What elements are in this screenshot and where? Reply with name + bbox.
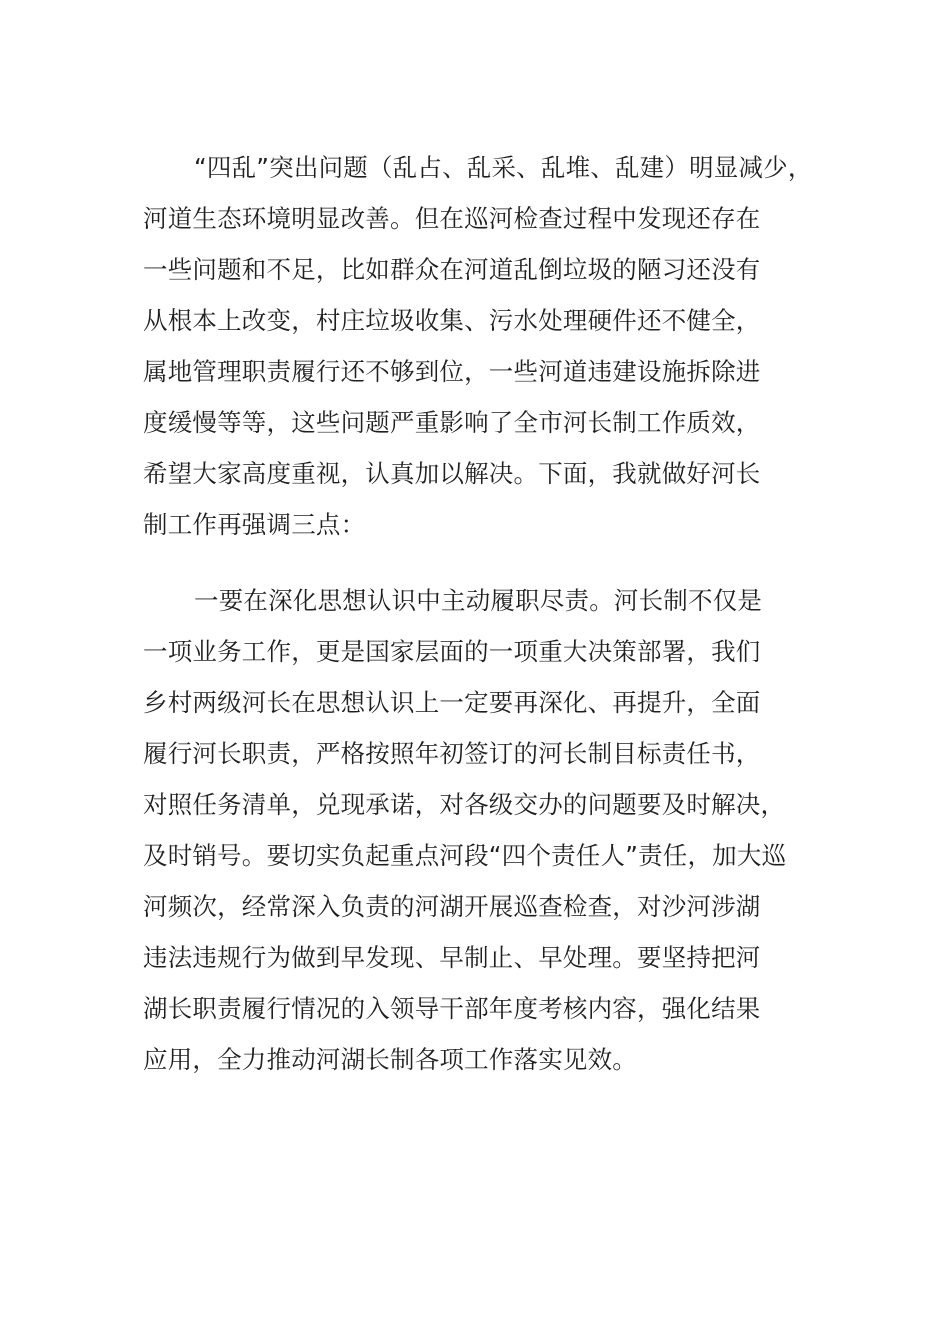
paragraph-2 — [143, 575, 823, 1085]
text-line: 制工作再强调三点： — [143, 510, 366, 539]
text-line: 应用，全力推动河湖长制各项工作落实见效。 — [143, 1045, 637, 1074]
text-line: 乡村两级河长在思想认识上一定要再深化、再提升，全面 — [143, 688, 761, 717]
text-line: 一些问题和不足，比如群众在河道乱倒垃圾的陋习还没有 — [143, 255, 761, 284]
text-line: 从根本上改变，村庄垃圾收集、污水处理硬件还不健全， — [143, 306, 761, 335]
text-line: 违法违规行为做到早发现、早制止、早处理。要坚持把河 — [143, 943, 761, 972]
text-line: 一项业务工作，更是国家层面的一项重大决策部署，我们 — [143, 637, 761, 666]
text-line: 履行河长职责，严格按照年初签订的河长制目标责任书， — [143, 739, 761, 768]
text-line: 度缓慢等等，这些问题严重影响了全市河长制工作质效， — [143, 408, 761, 437]
paragraph-1 — [143, 142, 823, 550]
text-line: 一要在深化思想认识中主动履职尽责。河长制不仅是 — [194, 586, 763, 615]
text-line: 希望大家高度重视，认真加以解决。下面，我就做好河长 — [143, 459, 761, 488]
text-line: “四乱”突出问题（乱占、乱采、乱堆、乱建）明显减少， — [194, 153, 813, 182]
text-line: 湖长职责履行情况的入领导干部年度考核内容，强化结果 — [143, 994, 761, 1023]
text-line: 河频次，经常深入负责的河湖开展巡查检查，对沙河涉湖 — [143, 892, 761, 921]
text-line: 河道生态环境明显改善。但在巡河检查过程中发现还存在 — [143, 204, 761, 233]
text-line: 对照任务清单，兑现承诺，对各级交办的问题要及时解决， — [143, 790, 786, 819]
text-line: 及时销号。要切实负起重点河段“四个责任人”责任，加大巡 — [143, 841, 787, 870]
text-line: 属地管理职责履行还不够到位，一些河道违建设施拆除进 — [143, 357, 761, 386]
